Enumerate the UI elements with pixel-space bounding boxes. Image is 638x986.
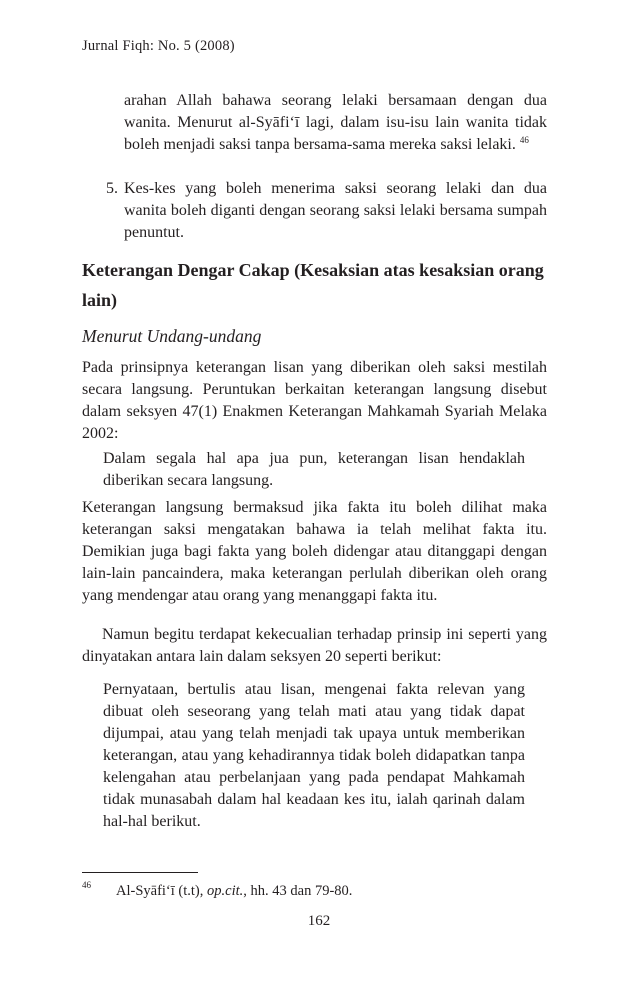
paragraph [82,357,547,445]
list-continuation-text: arahan Allah bahawa seorang lelaki bersamaan dengan dua wanita. Menurut al-Syāfiʻī lagi, dalam isu-isu lain wanita tidak boleh menjadi saksi tanpa bersama-sama mereka saksi lelaki. [124,92,547,153]
block-quote-text: Pernyataan, bertulis atau lisan, mengenai fakta relevan yang dibuat oleh seseorang yang telah mati atau yang tidak dapat dijumpai, atau yang telah menjadi tak upaya untuk memberikan keterangan, atau yang kehadirannya tidak boleh didapatkan tanpa kelengahan atau perbelanjaan yang pada pendapat Mahkamah tidak munasabah dalam hal keadaan kes itu, ialah qarinah dalam hal-hal berikut. [103,681,525,830]
footnote-author: Al-Syāfiʻī (t.t), [116,883,204,899]
footnote-reference[interactable]: 46 [519,135,529,145]
paragraph-text: Namun begitu terdapat kekecualian terhadap prinsip ini seperti yang dinyatakan antara lain dalam seksyen 20 seperti berikut: [82,626,547,665]
subheading: Menurut Undang-undang [82,326,262,346]
block-quote [103,448,525,492]
footnote-number: 46 [82,880,91,890]
list-item-number: 5. [106,180,118,197]
footnote-divider [82,872,198,873]
footnote-pages: , hh. 43 dan 79-80. [243,883,353,899]
block-quote-text: Dalam segala hal apa jua pun, keterangan lisan hendaklah diberikan secara langsung. [103,450,525,489]
list-item-5 [106,178,547,244]
running-head: Jurnal Fiqh: No. 5 (2008) [82,38,235,54]
paragraph-text: Pada prinsipnya keterangan lisan yang diberikan oleh saksi mestilah secara langsung. Peruntukan berkaitan keterangan langsung disebut dalam seksyen 47(1) Enakmen Keterangan Mahkamah Syariah Melaka 2002: [82,359,547,442]
list-item-text: Kes-kes yang boleh menerima saksi seorang lelaki dan dua wanita boleh diganti dengan seorang saksi lelaki bersama sumpah penuntut. [124,180,547,241]
list-item-continuation [124,90,547,156]
section-heading: Keterangan Dengar Cakap (Kesaksian atas kesaksian orang lain) [82,260,544,310]
page-number: 162 [307,913,331,929]
paragraph [82,624,547,668]
footnote-opcit: op.cit. [207,883,244,899]
footnote-text [116,883,352,900]
paragraph-text: Keterangan langsung bermaksud jika fakta itu boleh dilihat maka keterangan saksi mengatakan bahawa ia telah melihat fakta itu. Demikian juga bagi fakta yang boleh didengar atau ditanggapi dengan lain-lain pancaindera, maka keterangan perlulah diberikan oleh orang yang mendengar atau orang yang menanggapi fakta itu. [82,499,547,604]
block-quote [103,679,525,833]
paragraph [82,497,547,607]
